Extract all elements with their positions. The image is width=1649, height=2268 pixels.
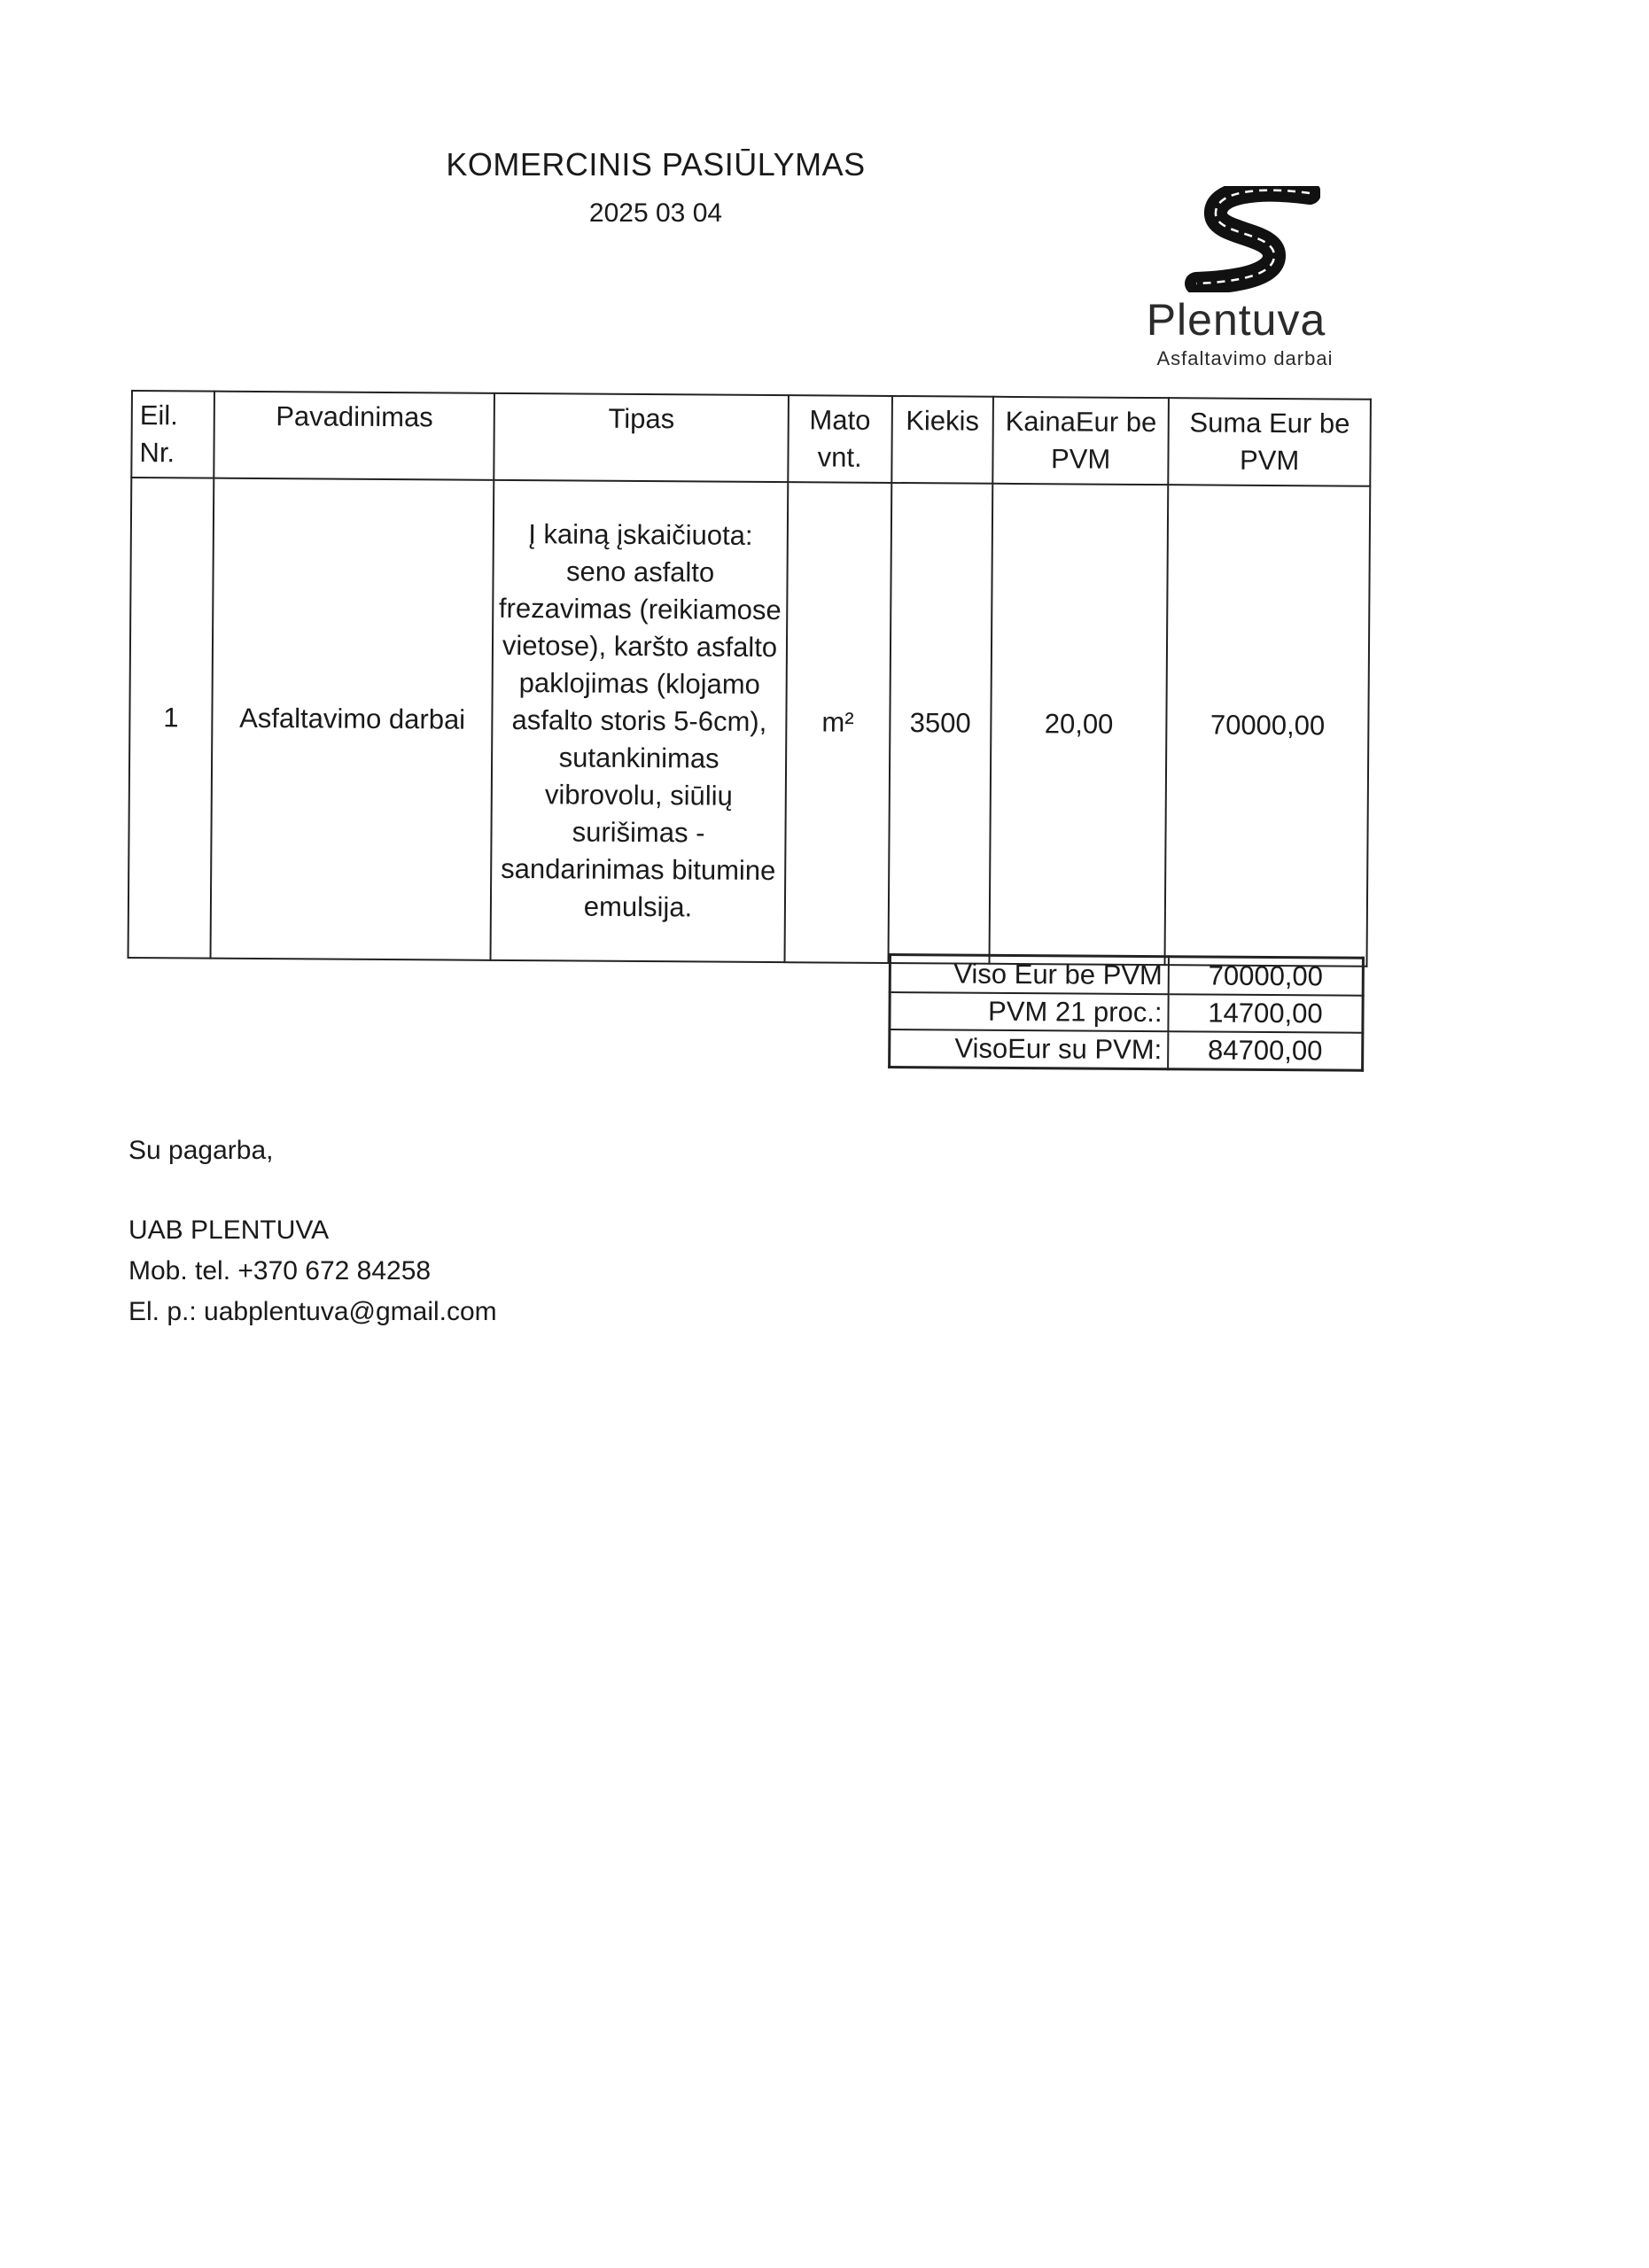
table-row [128, 478, 1371, 967]
totals-vat-row [890, 992, 1363, 1033]
cell-name: Asfaltavimo darbai [211, 478, 494, 960]
total-net-value: 70000,00 [1169, 957, 1364, 996]
cell-nr: 1 [128, 478, 214, 959]
total-vat-label: PVM 21 proc.: [890, 992, 1169, 1031]
header-type: Tipas [494, 393, 789, 482]
header-qty: Kiekis [891, 396, 993, 484]
signature-email: El. p.: uabplentuva@gmail.com [128, 1297, 497, 1326]
header-name: Pavadinimas [214, 392, 494, 480]
totals-gross-row [890, 1029, 1363, 1070]
signature-greeting: Su pagarba, [128, 1136, 274, 1165]
signature-company: UAB PLENTUVA [128, 1216, 330, 1245]
offer-table [128, 390, 1372, 967]
total-gross-value: 84700,00 [1168, 1031, 1363, 1070]
header-sum: Suma Eur be PVM [1169, 398, 1371, 486]
company-logo [1125, 186, 1373, 372]
cell-type: Į kainą įskaičiuota: seno asfalto frezavimas (reikiamose vietose), karšto asfalto paklojimas (klojamo asfalto storis 5-6cm), sutankinimas vibrovolu, siūlių surišimas - sandarinimas bitumine emulsija. [491, 480, 788, 962]
totals-net-row [890, 955, 1363, 996]
cell-unit: m² [784, 482, 891, 963]
document-title: KOMERCINIS PASIŪLYMAS [446, 146, 866, 183]
total-net-label: Viso Eur be PVM [890, 955, 1169, 995]
header-nr: Eil. Nr. [131, 391, 214, 478]
signature-phone: Mob. tel. +370 672 84258 [128, 1256, 432, 1285]
document-date: 2025 03 04 [588, 198, 723, 228]
logo-subtitle: Asfaltavimo darbai [1156, 347, 1334, 369]
total-gross-label: VisoEur su PVM: [890, 1029, 1169, 1069]
cell-price: 20,00 [990, 484, 1169, 965]
header-unit: Mato vnt. [788, 395, 892, 483]
total-vat-value: 14700,00 [1168, 994, 1363, 1033]
table-header-row [131, 391, 1371, 486]
totals-table [888, 953, 1365, 1072]
logo-name: Plentuva [1146, 295, 1326, 345]
cell-sum: 70000,00 [1165, 485, 1370, 967]
header-price: KainaEur be PVM [992, 397, 1169, 485]
cell-qty: 3500 [888, 483, 992, 964]
road-s-icon [1178, 186, 1320, 292]
